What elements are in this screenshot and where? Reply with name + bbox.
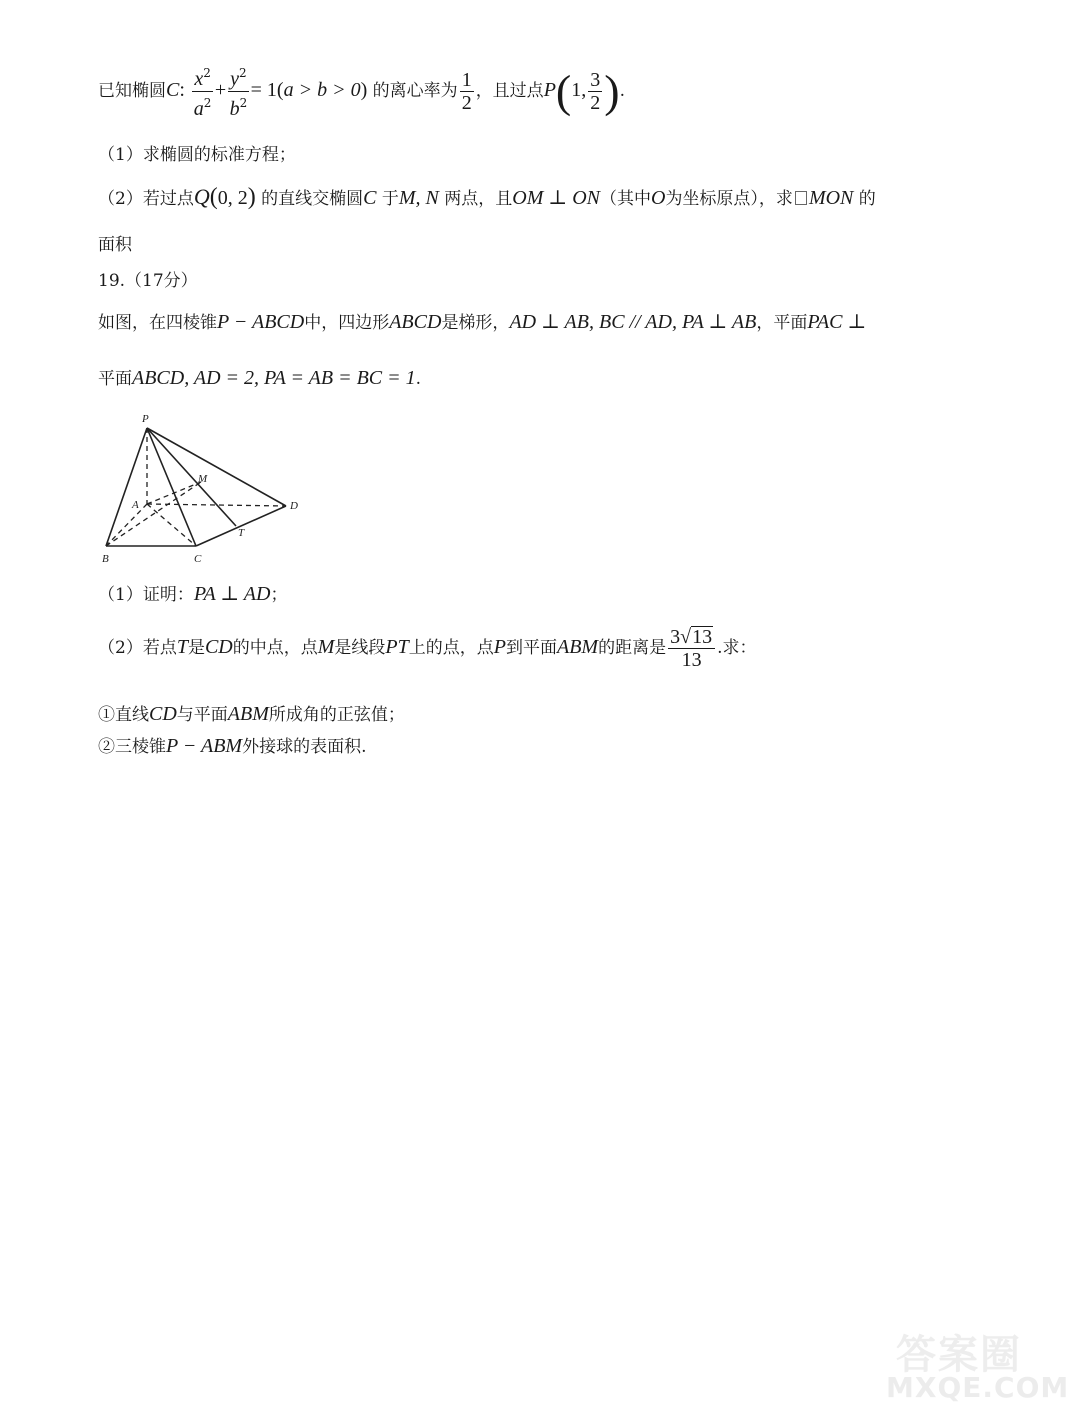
num: 3 xyxy=(590,69,601,91)
math-C: C xyxy=(363,187,377,209)
paren: ) xyxy=(247,184,256,210)
text: 的直线交椭圆 xyxy=(255,189,364,209)
math-C: C xyxy=(166,79,180,101)
label-B: B xyxy=(102,553,109,565)
edge-CD xyxy=(196,506,286,546)
q19-part1 xyxy=(98,580,287,606)
edge-PD xyxy=(147,428,286,506)
label-C: C xyxy=(194,553,202,565)
text: 19.（17分） xyxy=(98,271,198,291)
fraction-x2-a2 xyxy=(192,62,213,121)
text: （2）若过点 xyxy=(98,189,194,209)
text: 的中点，点 xyxy=(232,638,318,658)
edge-PC xyxy=(147,428,196,546)
q19-line2 xyxy=(98,364,421,390)
text: 两点，且 xyxy=(438,189,513,209)
math-P: P xyxy=(543,79,556,101)
exp: 2 xyxy=(239,96,248,110)
num: 1 xyxy=(461,69,472,91)
text: ； xyxy=(270,585,288,605)
fraction-y2-b2 xyxy=(228,62,249,121)
math: P xyxy=(493,636,506,658)
math: M, N xyxy=(398,187,439,209)
math: M xyxy=(317,636,335,658)
text: 外接球的表面积. xyxy=(242,737,367,757)
pyramid-figure xyxy=(98,408,308,568)
math: P − ABCD xyxy=(217,311,305,333)
text: （1）求椭圆的标准方程； xyxy=(98,145,296,165)
math: AD ⊥ AB, BC // AD, PA ⊥ AB xyxy=(509,311,757,333)
label-P: P xyxy=(142,413,149,425)
math: 0, 2 xyxy=(217,187,248,209)
text: 是线段 xyxy=(334,638,386,658)
label-M: M xyxy=(198,473,208,485)
text: ，平面 xyxy=(756,313,808,333)
math: CD xyxy=(149,703,177,725)
watermark-cn: 答案圈 xyxy=(896,1332,1022,1378)
math: x xyxy=(194,68,204,90)
math: PT xyxy=(385,636,409,658)
radicand: 13 xyxy=(692,626,713,648)
text: 与平面 xyxy=(176,705,228,725)
text: （其中 xyxy=(599,189,651,209)
edge-BM xyxy=(106,482,201,546)
text: （1）证明： xyxy=(98,585,194,605)
q19-sub1 xyxy=(98,700,405,726)
text: ①直线 xyxy=(98,705,149,725)
fraction-half xyxy=(460,69,474,114)
math: ABM xyxy=(227,703,269,725)
watermark xyxy=(876,1321,1070,1409)
paren: ( xyxy=(209,184,218,210)
q19-part2 xyxy=(98,626,756,671)
math: a xyxy=(193,98,204,120)
math: : xyxy=(179,79,185,101)
fraction-distance: $\frac{3√13}{13}$ xyxy=(668,626,715,671)
text: 中，四边形 xyxy=(304,313,390,333)
text: ，且过点 xyxy=(475,81,544,101)
text: 是梯形， xyxy=(441,313,510,333)
math: ABCD, AD = 2, PA = AB = BC = 1 xyxy=(132,367,416,389)
text: 是 xyxy=(187,638,205,658)
text: 到平面 xyxy=(505,638,557,658)
watermark-site: MXQE.COM xyxy=(886,1371,1070,1404)
math: OM ⊥ ON xyxy=(512,187,600,209)
exp: 2 xyxy=(239,66,247,80)
math: CD xyxy=(204,636,233,658)
text: （2）若点 xyxy=(98,638,177,658)
text: 的离心率为 xyxy=(367,81,458,101)
math: MON xyxy=(808,187,854,209)
text: . xyxy=(415,369,422,389)
math: + xyxy=(214,79,227,101)
math-Q: Q xyxy=(193,184,210,209)
q18-part2-cont xyxy=(98,230,132,255)
text: 面积 xyxy=(98,235,132,255)
text: .求： xyxy=(717,638,757,658)
math: ABCD xyxy=(389,311,442,333)
fraction-three-halves xyxy=(588,69,602,114)
q18-part2 xyxy=(98,184,876,211)
math: 1, xyxy=(571,79,587,101)
text: 于 xyxy=(376,189,399,209)
missing-glyph-icon xyxy=(795,191,807,205)
q18-part1 xyxy=(98,140,296,165)
math: ABM xyxy=(556,636,599,658)
edge-PB xyxy=(106,428,147,546)
q18-statement xyxy=(98,62,625,121)
q19-header xyxy=(98,266,198,291)
edge-AB xyxy=(106,504,147,546)
math: ) xyxy=(360,79,368,101)
text: ②三棱锥 xyxy=(98,737,166,757)
text: 如图，在四棱锥 xyxy=(98,313,217,333)
math: P − ABM xyxy=(166,735,243,757)
math: b xyxy=(229,98,240,120)
edge-PT xyxy=(147,428,236,526)
math: PAC ⊥ xyxy=(807,311,867,333)
den: 13 xyxy=(681,649,702,671)
paren: ( xyxy=(555,65,572,117)
text: 的距离是 xyxy=(598,638,667,658)
paren: ) xyxy=(604,65,620,117)
text: 为坐标原点），求 xyxy=(665,189,793,209)
den: 2 xyxy=(590,92,601,114)
label-A: A xyxy=(132,499,139,511)
math: y xyxy=(230,68,240,90)
q19-sub2 xyxy=(98,732,367,758)
math: PA ⊥ AD xyxy=(193,583,271,605)
math: T xyxy=(176,636,188,658)
math-O: O xyxy=(650,187,666,209)
text: 上的点，点 xyxy=(408,638,494,658)
exp: 2 xyxy=(203,96,212,110)
q19-line1 xyxy=(98,308,866,334)
den: 2 xyxy=(461,92,472,114)
coef: 3 xyxy=(670,626,681,648)
text: 所成角的正弦值； xyxy=(268,705,405,725)
math: = 1( xyxy=(250,79,284,101)
exp: 2 xyxy=(203,66,211,80)
math: a > b > 0 xyxy=(283,79,361,101)
label-T: T xyxy=(238,527,245,539)
text: 已知椭圆 xyxy=(98,81,166,101)
edge-AC xyxy=(147,504,196,546)
text: 的 xyxy=(853,189,876,209)
text: 平面 xyxy=(98,369,132,389)
text: . xyxy=(619,81,625,101)
label-D: D xyxy=(290,500,298,512)
